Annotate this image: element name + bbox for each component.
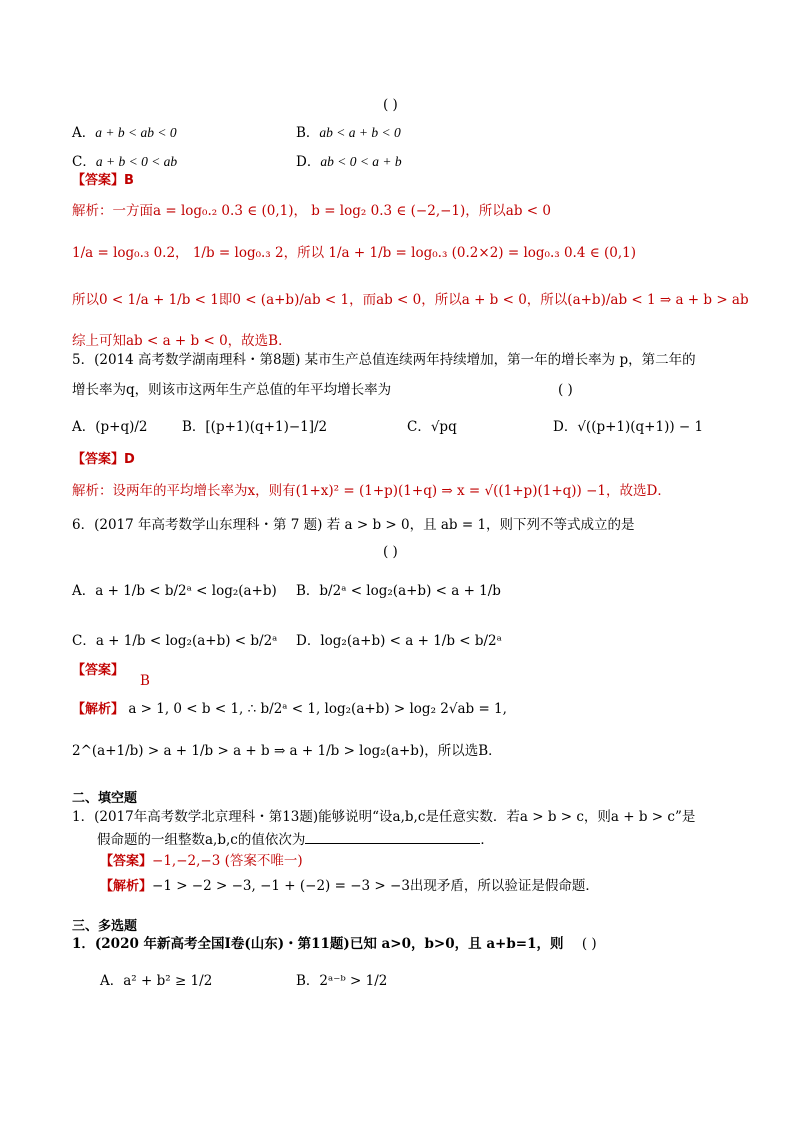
option-a: A．(p+q)/2 xyxy=(72,419,148,435)
answer-value: B xyxy=(140,673,150,689)
q5-stem: 5．(2014 高考数学湖南理科・第8题) 某市生产总值连续两年持续增加，第一年的增长率为 p，第二年的 xyxy=(72,352,696,368)
solution-line: 所以0 < 1/a + 1/b < 1即0 < (a+b)/ab < 1，而ab < 0，所以a + b < 0，所以(a+b)/ab < 1 ⇒ a + b > ab xyxy=(72,292,749,308)
q5-stem: 增长率为q，则该市这两年生产总值的年平均增长率为 xyxy=(72,382,392,398)
option-a: A．a + 1/b < b/2ᵃ < log₂(a+b) xyxy=(72,583,277,599)
fill-q1-stem: 1．(2017年高考数学北京理科・第13题)能够说明“设a,b,c是任意实数．若a > b > c，则a + b > c”是 xyxy=(72,809,696,825)
answer-paren: ( ) xyxy=(383,544,398,560)
answer-tag: 【答案】 xyxy=(72,663,125,678)
answer-paren: ( ) xyxy=(383,97,398,113)
solution-line: 【解析】−1 > −2 > −3, −1 + (−2) = −3 > −3出现矛盾，所以验证是假命题． xyxy=(100,878,599,894)
option-b: B．ab < a + b < 0 xyxy=(296,125,401,141)
solution-line: 1/a = log₀.₃ 0.2， 1/b = log₀.₃ 2，所以 1/a + 1/b = log₀.₃ (0.2×2) = log₀.₃ 0.4 ∈ (0,1) xyxy=(72,245,636,261)
solution-line: 解析：一方面a = log₀.₂ 0.3 ∈ (0,1)， b = log₂ 0.3 ∈ (−2,−1)，所以ab < 0 xyxy=(72,203,551,219)
section-title: 二、填空题 xyxy=(72,791,138,806)
solution-line: 解析：设两年的平均增长率为x，则有(1+x)² = (1+p)(1+q) ⇒ x = √((1+p)(1+q)) −1，故选D． xyxy=(72,483,671,499)
answer-tag: 【答案】B xyxy=(72,173,134,188)
answer-paren: ( ) xyxy=(558,382,573,398)
option-d: D．√((p+1)(q+1)) − 1 xyxy=(553,419,704,435)
option-d: D．log₂(a+b) < a + 1/b < b/2ᵃ xyxy=(296,633,502,649)
solution-conclusion: 综上可知ab < a + b < 0，故选B． xyxy=(72,333,292,349)
answer-blank[interactable] xyxy=(305,831,480,844)
solution-line: 2^(a+1/b) > a + 1/b > a + b ⇒ a + 1/b > log₂(a+b)，所以选B． xyxy=(72,743,502,759)
option-a: A．a + b < ab < 0 xyxy=(72,125,177,141)
option-c: C．a + 1/b < log₂(a+b) < b/2ᵃ xyxy=(72,633,278,649)
solution-line: 【解析】 a > 1, 0 < b < 1, ∴ b/2ᵃ < 1, log₂(a+b) > log₂ 2√ab = 1, xyxy=(72,701,507,717)
option-b: B．b/2ᵃ < log₂(a+b) < a + 1/b xyxy=(296,583,501,599)
option-c: C．√pq xyxy=(407,419,457,435)
option-d: D．ab < 0 < a + b xyxy=(296,154,402,170)
option-c: C．a + b < 0 < ab xyxy=(72,154,178,170)
option-b: B．[(p+1)(q+1)−1]/2 xyxy=(182,419,328,435)
option-b: B．2ᵃ⁻ᵇ > 1/2 xyxy=(296,973,388,989)
q6-stem: 6．(2017 年高考数学山东理科・第 7 题) 若 a > b > 0，且 ab = 1，则下列不等式成立的是 xyxy=(72,517,635,533)
option-a: A．a² + b² ≥ 1/2 xyxy=(100,973,213,989)
answer-line: 【答案】−1,−2,−3 (答案不唯一) xyxy=(100,853,303,869)
answer-tag: 【答案】D xyxy=(72,452,135,467)
section-title: 三、多选题 xyxy=(72,919,138,934)
multi-q1-stem: 1．(2020 年新高考全国Ⅰ卷(山东)・第11题)已知 a>0，b>0，且 a+b=1，则 ( ) xyxy=(72,936,597,952)
fill-q1-stem: 假命题的一组整数a,b,c的值依次为 ． xyxy=(97,832,494,848)
